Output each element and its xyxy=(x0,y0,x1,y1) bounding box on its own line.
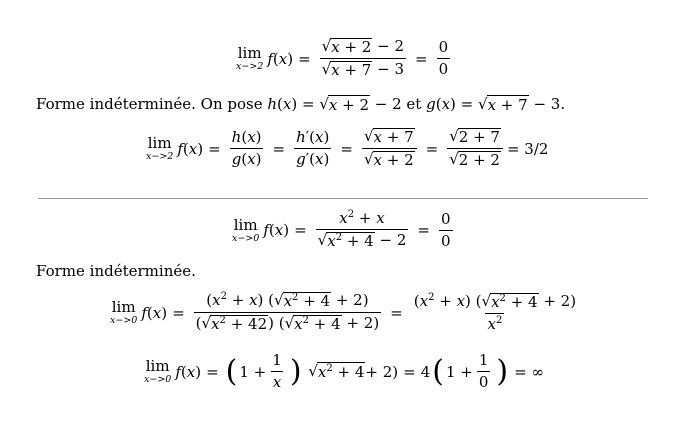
limit-operator: lim x−>2 xyxy=(236,44,264,72)
result-value: = ∞ xyxy=(514,362,544,381)
fraction: √ x + 2 − 2 √ x + 7 − 3 xyxy=(321,37,404,80)
equation-limit-x-to-2: lim x−>2 f ( x ) = √ x + 2 − 2 √ x + 7 − 3 = $\frac{0}{0}$ xyxy=(236,37,449,80)
limit-operator: lim x−>0 xyxy=(232,215,260,244)
text-indeterminate-form-definition: Forme indéterminée. On pose h(x) = √ x + 2 − 2 et g(x) = √ x + 7 − 3. xyxy=(36,95,566,114)
equation-hospital-rule-x-to-2: lim x−>2 f ( x ) = $\frac{h(x)}{g(x)}$ = $\frac{h'(x)}{g'(x)}$ = √ x + 7 √ x + 2 = √ 2 + 7 √ 2 + 2 = 3/2 xyxy=(146,127,549,170)
indeterminate-fraction: $\frac{0}{0}$ xyxy=(440,209,451,250)
limit-operator: lim x−>0 xyxy=(110,298,138,326)
result-value: = 3/2 xyxy=(506,139,549,158)
horizontal-divider xyxy=(38,198,648,199)
indeterminate-fraction: $\frac{0}{0}$ xyxy=(438,38,449,79)
equation-final-limit: lim x−>0 f ( x ) = ( 1 + $\frac{1}{x}$ ) √ $x^2 + 4$ + 2) = 4 ( 1 + $\frac{1}{0}$ ) = ∞ xyxy=(144,351,544,392)
text-indeterminate-form: Forme indéterminée. xyxy=(36,262,196,280)
equation-limit-x-to-0: lim x−>0 f ( x ) = $x^2 + x$ √ $x^2 + 4$ − 2 = $\frac{0}{0}$ xyxy=(232,209,451,251)
limit-operator: lim x−>0 xyxy=(144,357,172,385)
equation-conjugate-expansion: lim x−>0 f ( x ) = $(x^2 + x)$ ( √ $x^2 + 4$ + 2) ( √ $x^2 + 42$ ) ( √ $x^2 + 4$ + 2) = $(x^2 + x)$ ( √ $x^2 + 4$ + 2) $x^2$ xyxy=(110,291,577,334)
limit-operator: lim x−>2 xyxy=(146,134,174,162)
